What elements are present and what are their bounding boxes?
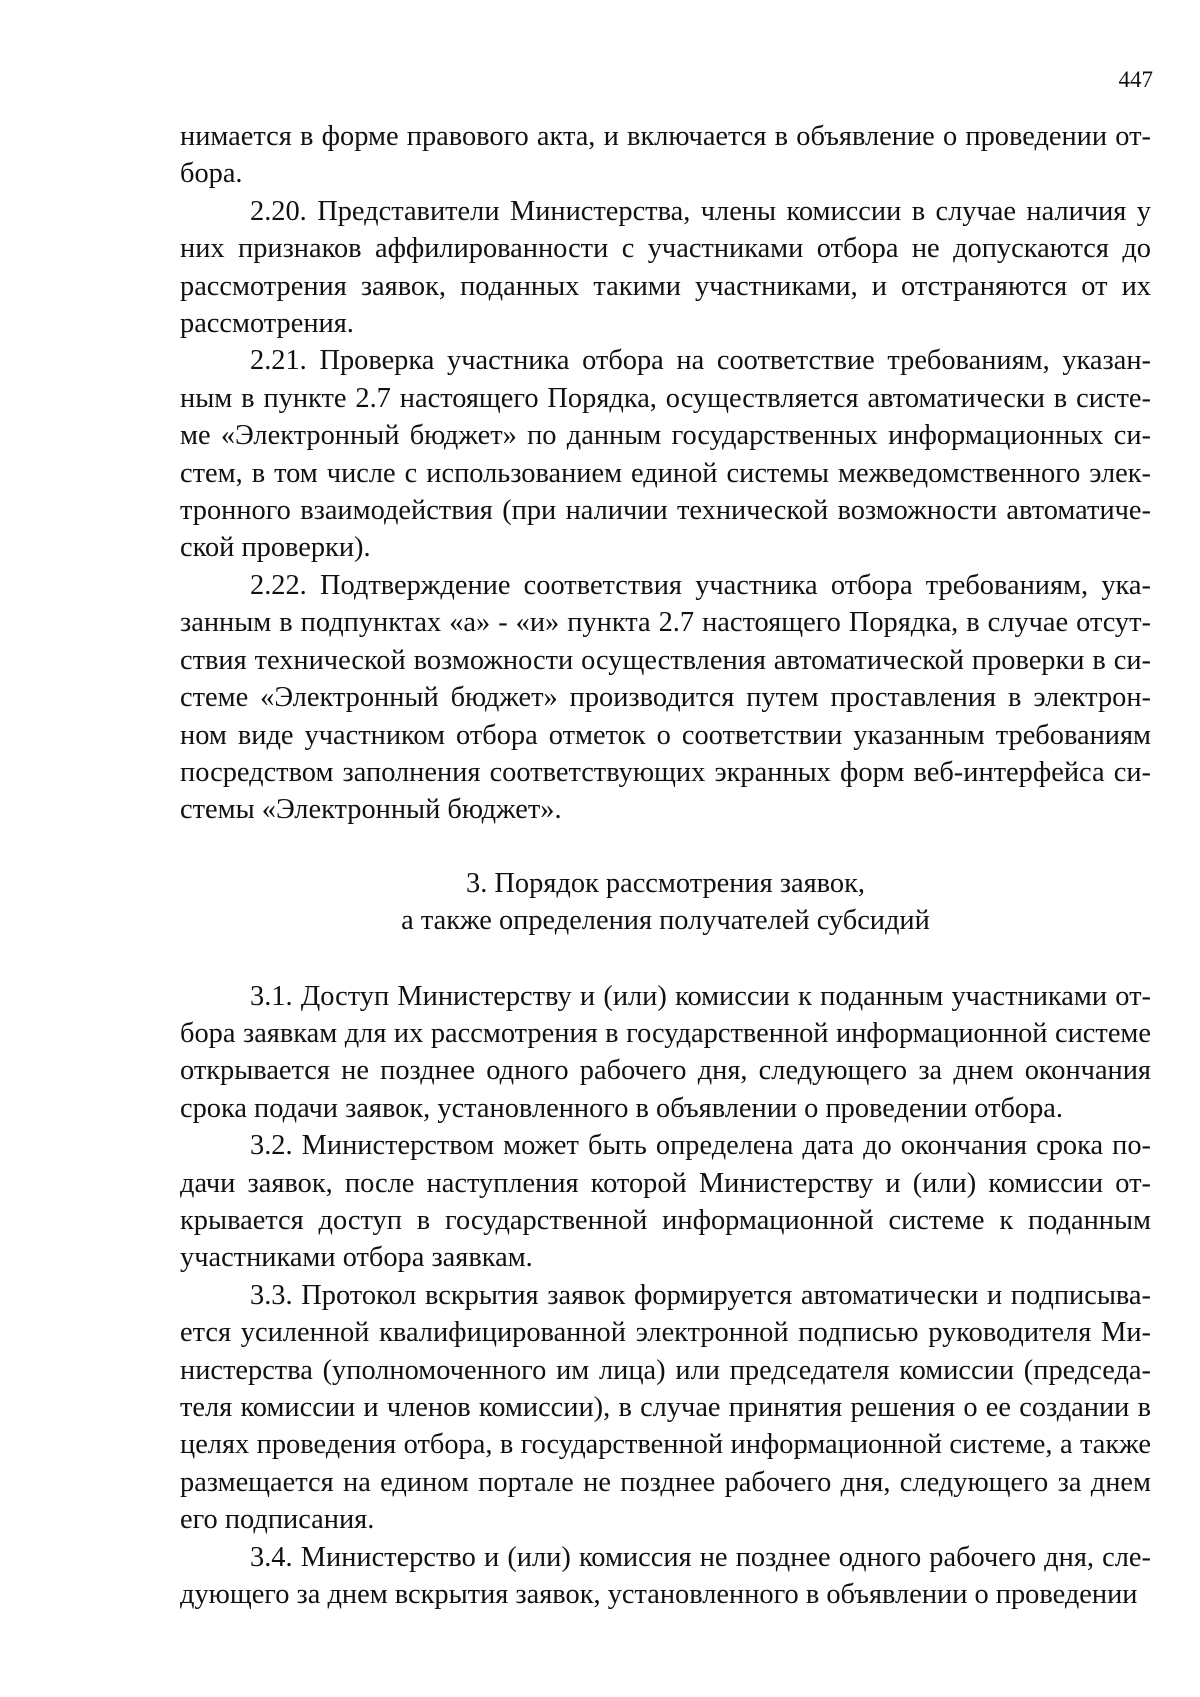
paragraph-3-2: 3.2. Министерством может быть определена дата до окончания срока подачи заявок, после наступления которой Министерству и (или) комиссии открывается доступ в государственной информационной системе к поданным участниками отбора заявкам. bbox=[180, 1130, 1151, 1274]
paragraph-2-20: 2.20. Представители Министерства, члены комиссии в случае наличия у них признаков аффилированности с участниками отбора не допускаются до рассмотрения заявок, поданных такими участниками, и отстраняются от их рассмотрения. bbox=[180, 195, 1151, 340]
document-body bbox=[180, 118, 1151, 1613]
paragraph-3-4: 3.4. Министерство и (или) комиссия не позднее одного рабочего дня, следующего за днем вскрытия заявок, установленного в объявлении о проведении bbox=[180, 1541, 1151, 1611]
page-number: 447 bbox=[1118, 67, 1153, 92]
section-3-heading bbox=[180, 865, 1151, 940]
paragraph-2-21: 2.21. Проверка участника отбора на соответствие требованиям, указанным в пункте 2.7 настоящего Порядка, осуществляется автоматически в системе «Электронный бюджет» по данным государственных информационных систем, в том числе с использованием единой системы межведомственного электронного взаимодействия (при наличии технической возможности автоматической проверки). bbox=[180, 345, 1151, 564]
paragraph-intro-continuation: нимается в форме правового акта, и включается в объявление о проведении отбора. bbox=[180, 121, 1151, 190]
section-3-heading-line-2: а также определения получателей субсидий bbox=[401, 905, 930, 937]
paragraph-3-1: 3.1. Доступ Министерству и (или) комиссии к поданным участниками отбора заявкам для их рассмотрения в государственной информационной системе открывается не позднее одного рабочего дня, следующего за днем окончания срока подачи заявок, установленного в объявлении о проведении отбора. bbox=[180, 980, 1151, 1124]
section-3-heading-line-1: 3. Порядок рассмотрения заявок, bbox=[466, 867, 865, 899]
paragraph-3-3: 3.3. Протокол вскрытия заявок формируется автоматически и подписывается усиленной квалифицированной электронной подписью руководителя Министерства (уполномоченного им лица) или председателя комиссии (председателя комиссии и членов комиссии), в случае принятия решения о ее создании в целях проведения отбора, в государственной информационной системе, а также размещается на едином портале не позднее рабочего дня, следующего за днем его подписания. bbox=[180, 1279, 1151, 1536]
paragraph-2-22: 2.22. Подтверждение соответствия участника отбора требованиям, указанным в подпунктах «а» - «и» пункта 2.7 настоящего Порядка, в случае отсутствия технической возможности осуществления автоматической проверки в системе «Электронный бюджет» производится путем проставления в электронном виде участником отбора отметок о соответствии указанным требованиям посредством заполнения соответствующих экранных форм веб-интерфейса системы «Электронный бюджет». bbox=[180, 569, 1151, 826]
